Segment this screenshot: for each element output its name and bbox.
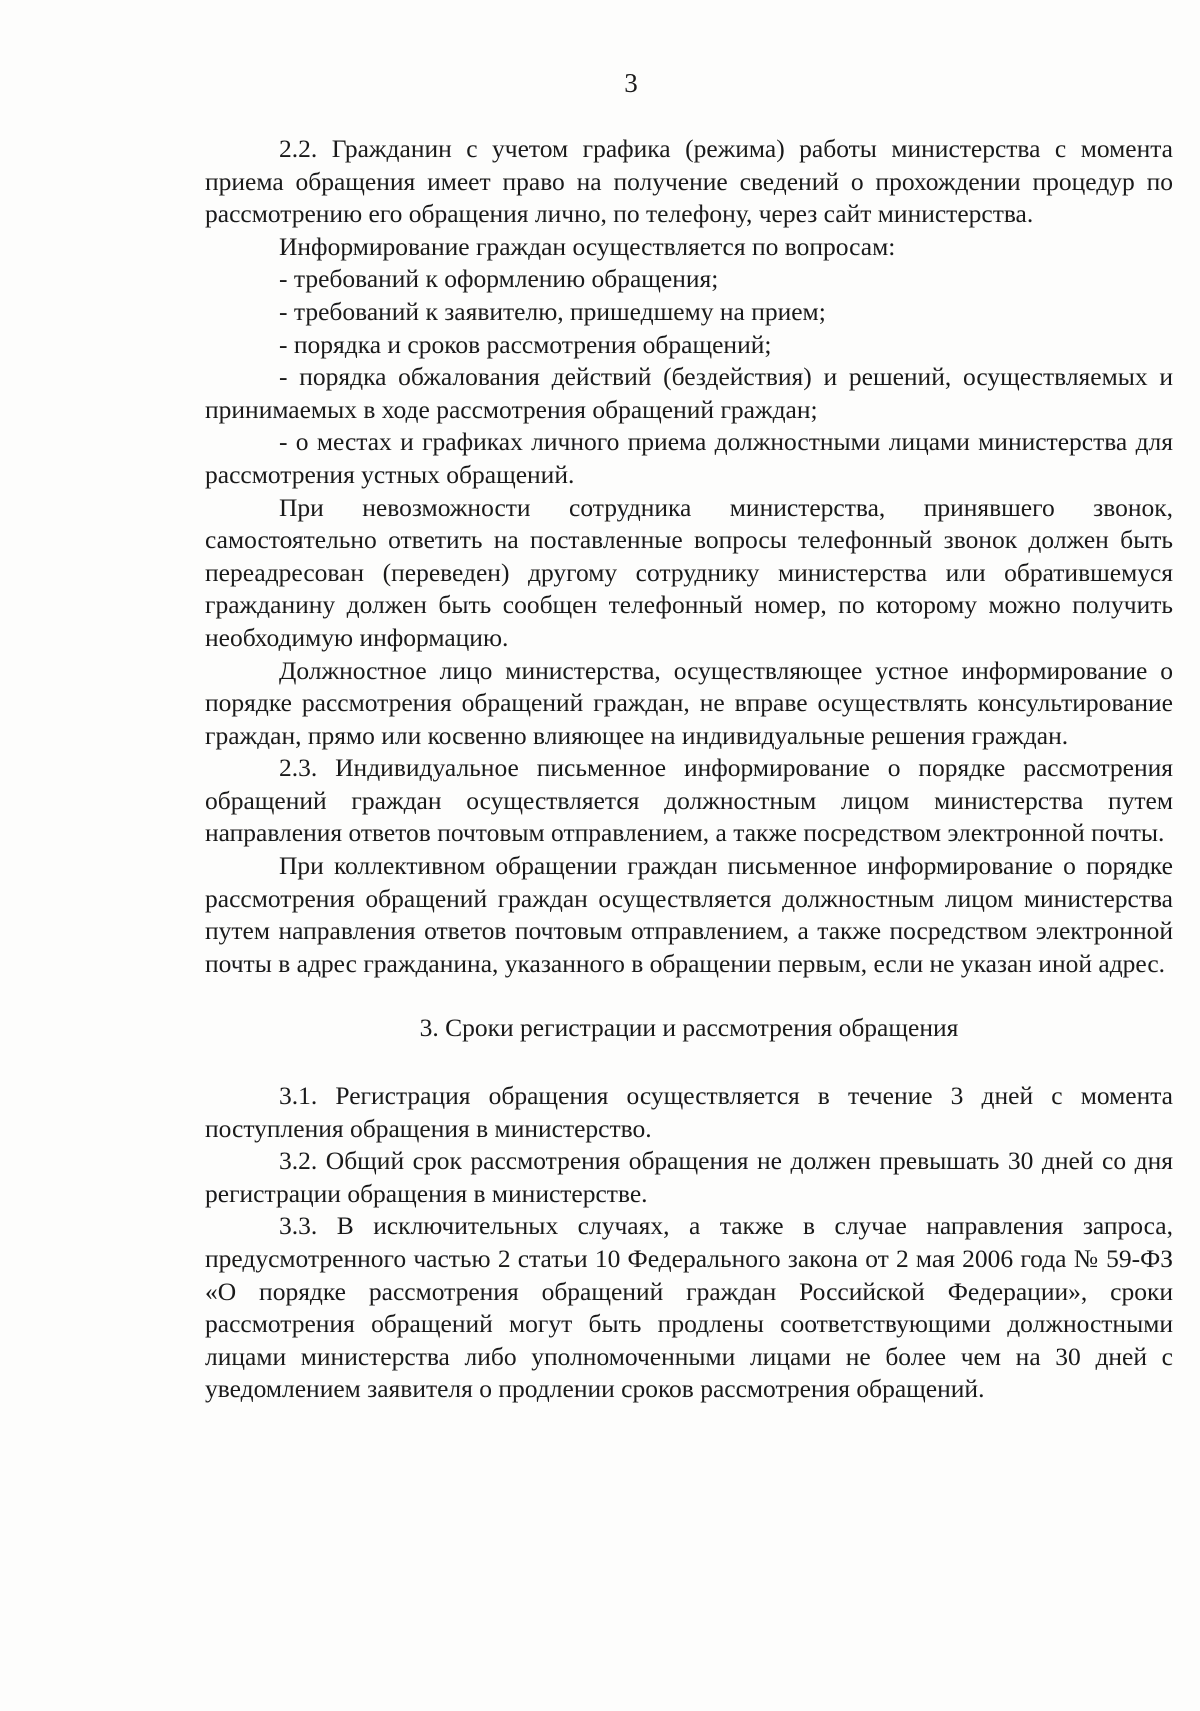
paragraph-2-3: 2.3. Индивидуальное письменное информирование о порядке рассмотрения обращений граждан осуществляется должностным лицом министерства путем направления ответов почтовым отправлением, а также посредством электронной почты. <box>205 753 1173 848</box>
paragraph-informing-intro: Информирование граждан осуществляется по вопросам: <box>279 231 896 261</box>
list-item: - требований к заявителю, пришедшему на прием; <box>279 296 826 326</box>
section-heading: 3. Сроки регистрации и рассмотрения обращения <box>419 1013 959 1043</box>
paragraph-phone-redirect: При невозможности сотрудника министерства, принявшего звонок, самостоятельно ответить на поставленные вопросы телефонный звонок должен быть переадресован (переведен) другому сотруднику министерства или обратившемуся гражданину должен быть сообщен телефонный номер, по которому можно получить необходимую информацию. <box>205 492 1173 652</box>
paragraph-official-consulting: Должностное лицо министерства, осуществляющее устное информирование о порядке рассмотрения обращений граждан, не вправе осуществлять консультирование граждан, прямо или косвенно влияющее на индивидуальные решения граждан. <box>205 655 1173 750</box>
page-number: 3 <box>624 68 638 98</box>
paragraph-2-2: 2.2. Гражданин с учетом графика (режима) работы министерства с момента приема обращения имеет право на получение сведений о прохождении процедур по рассмотрению его обращения лично, по телефону, через сайт министерства. <box>205 134 1173 229</box>
list-item: - о местах и графиках личного приема должностными лицами министерства для рассмотрения устных обращений. <box>205 427 1173 489</box>
paragraph-3-3: 3.3. В исключительных случаях, а также в случае направления запроса, предусмотренного частью 2 статьи 10 Федерального закона от 2 мая 2006 года № 59-ФЗ «О порядке рассмотрения обращений граждан Российской Федерации», сроки рассмотрения обращений могут быть продлены соответствующими должностными лицами министерства либо уполномоченными лицами не более чем на 30 дней с уведомлением заявителя о продлении сроков рассмотрения обращений. <box>205 1211 1173 1404</box>
paragraph-collective-appeal: При коллективном обращении граждан письменное информирование о порядке рассмотрения обращений граждан осуществляется должностным лицом министерства путем направления ответов почтовым отправлением, а также посредством электронной почты в адрес гражданина, указанного в обращении первым, если не указан иной адрес. <box>205 851 1173 978</box>
list-item: - порядка обжалования действий (бездействия) и решений, осуществляемых и принимаемых в ходе рассмотрения обращений граждан; <box>205 362 1173 424</box>
paragraph-3-1: 3.1. Регистрация обращения осуществляется в течение 3 дней с момента поступления обращения в министерство. <box>205 1081 1173 1143</box>
list-item: - требований к оформлению обращения; <box>279 264 719 294</box>
list-item: - порядка и сроков рассмотрения обращений; <box>279 329 772 359</box>
document-body <box>205 133 1173 1406</box>
paragraph-3-2: 3.2. Общий срок рассмотрения обращения не должен превышать 30 дней со дня регистрации обращения в министерстве. <box>205 1146 1173 1208</box>
